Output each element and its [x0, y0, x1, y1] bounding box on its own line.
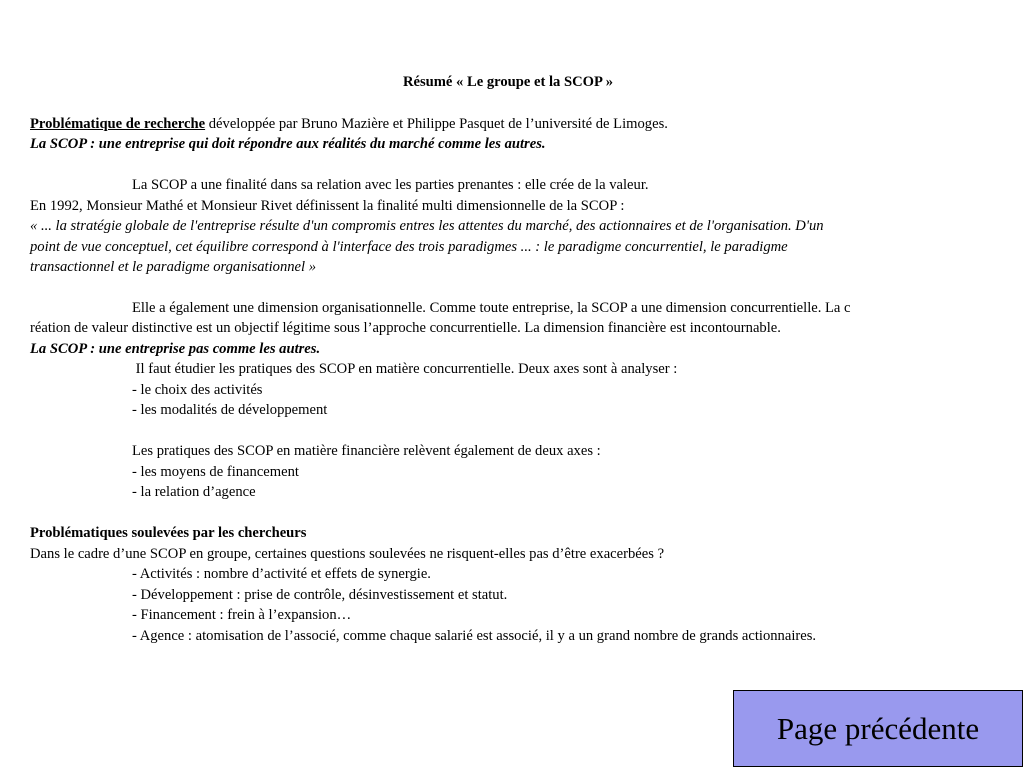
list-item: - Agence : atomisation de l’associé, comme chaque salarié est associé, il y a un grand nombre de grands actionnaires. [132, 628, 817, 644]
para1-line1: La SCOP a une finalité dans sa relation avec les parties prenantes : elle crée de la valeur. [132, 177, 649, 193]
list-item: - la relation d’agence [132, 484, 256, 500]
subtitle-market: La SCOP : une entreprise qui doit répondre aux réalités du marché comme les autres. [30, 136, 546, 152]
quote-line2: point de vue conceptuel, cet équilibre correspond à l'interface des trois paradigmes ... : le paradigme concurrentiel, le paradigme [30, 239, 788, 255]
list-item: - les modalités de développement [132, 402, 328, 418]
quote-line1: « ... la stratégie globale de l'entreprise résulte d'un compromis entres les attentes du marché, des actionnaires et de l'organisation. D'un [30, 218, 824, 234]
page-title: Résumé « Le groupe et la SCOP » [402, 74, 614, 90]
para1-line2: En 1992, Monsieur Mathé et Monsieur Rivet définissent la finalité multi dimensionnelle de la SCOP : [30, 198, 625, 214]
section2-intro: Dans le cadre d’une SCOP en groupe, certaines questions soulevées ne risquent-elles pas d’être exacerbées ? [30, 546, 665, 562]
list-item: - Financement : frein à l’expansion… [132, 607, 352, 623]
list-item: - Activités : nombre d’activité et effets de synergie. [132, 566, 431, 582]
para4-line1: Les pratiques des SCOP en matière financière relèvent également de deux axes : [132, 443, 601, 459]
quote-line3: transactionnel et le paradigme organisationnel » [30, 259, 317, 275]
list-item: - les moyens de financement [132, 464, 299, 480]
section2-heading: Problématiques soulevées par les chercheurs [30, 525, 307, 541]
previous-page-label: Page précédente [776, 710, 980, 746]
para2-line1: Elle a également une dimension organisationnelle. Comme toute entreprise, la SCOP a une dimension concurrentielle. La c [132, 300, 851, 316]
para3-line1: Il faut étudier les pratiques des SCOP en matière concurrentielle. Deux axes sont à analyser : [132, 361, 678, 377]
problematique-text: développée par Bruno Mazière et Philippe Pasquet de l’université de Limoges. [205, 116, 668, 132]
problematique-label: Problématique de recherche [30, 116, 206, 132]
list-item: - le choix des activités [132, 382, 263, 398]
para2-line2: réation de valeur distinctive est un objectif légitime sous l’approche concurrentielle. La dimension financière est incontournable. [30, 320, 781, 336]
subtitle-different: La SCOP : une entreprise pas comme les autres. [30, 341, 321, 357]
list-item: - Développement : prise de contrôle, désinvestissement et statut. [132, 587, 508, 603]
previous-page-button[interactable] [733, 690, 1023, 767]
problematique-line [30, 114, 668, 134]
